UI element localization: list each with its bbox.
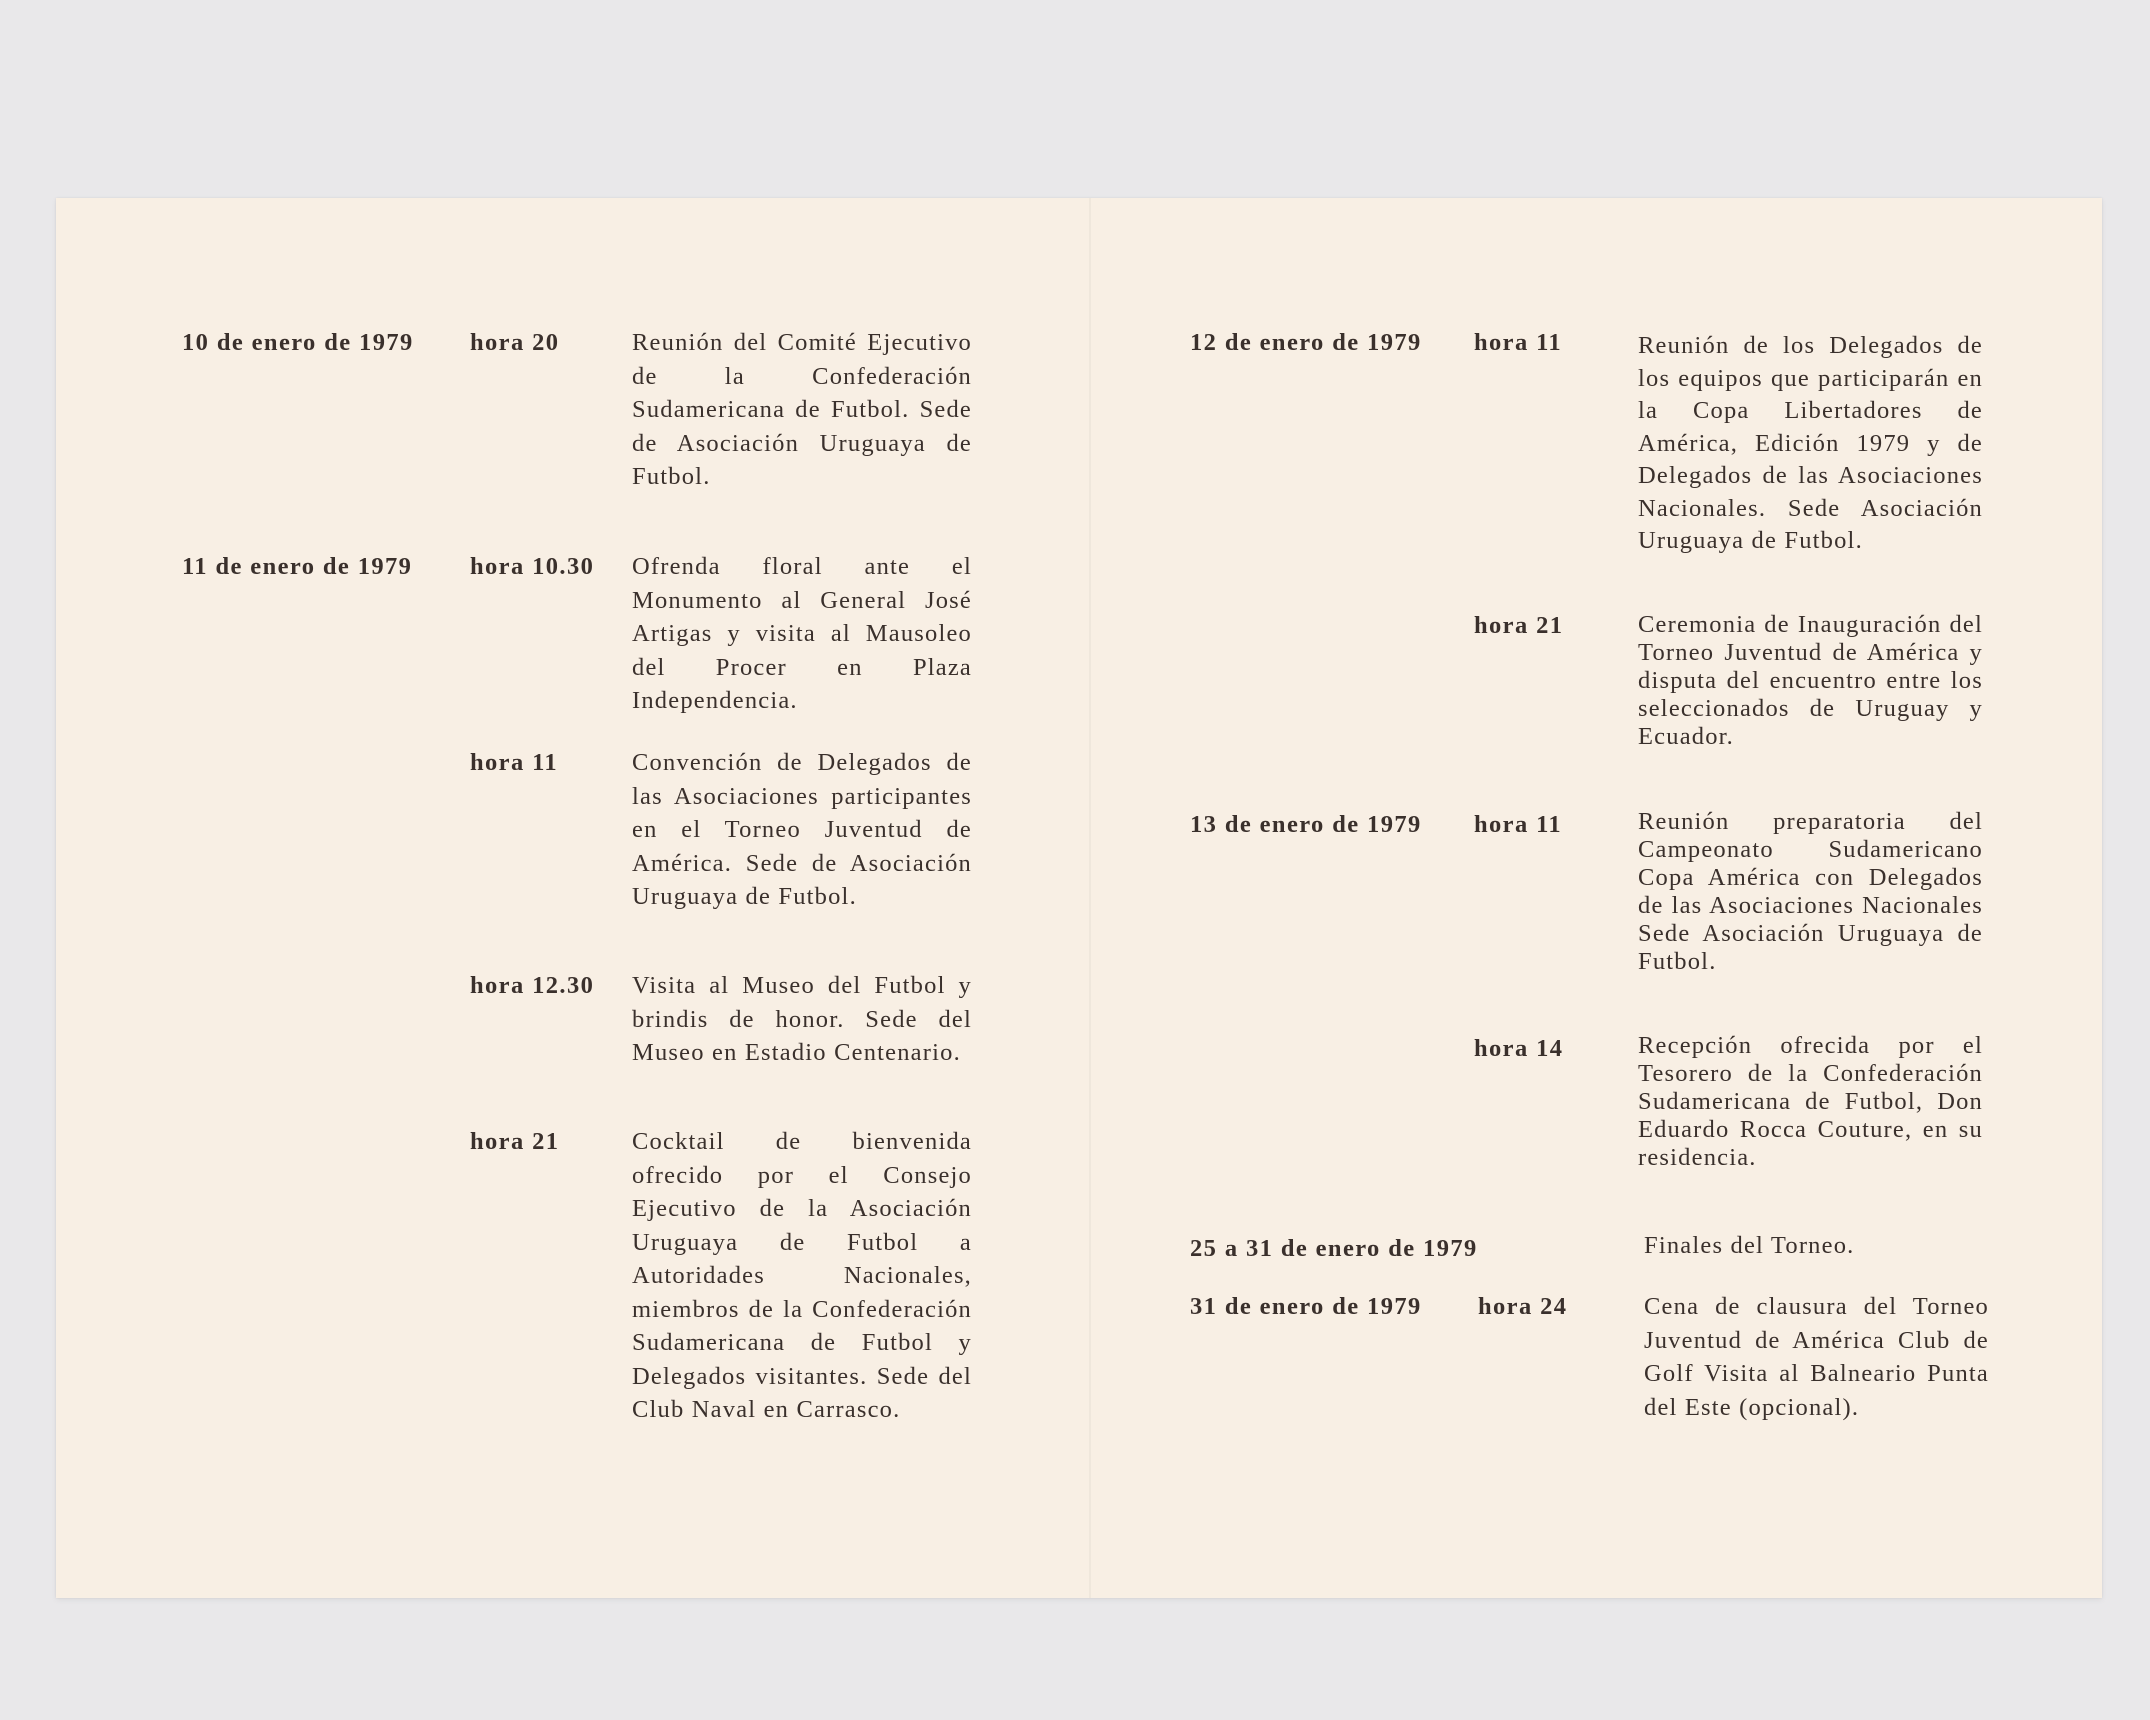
event-date: 12 de enero de 1979 xyxy=(1190,329,1422,356)
event-time: hora 20 xyxy=(470,329,560,356)
event-description: Reunión de los Delegados de los equipos que participarán en la Copa Libertadores de América, Edición 1979 y de Delegados de las Asociaciones Nacionales. Sede Asociación Uruguaya de Futbol. xyxy=(1638,332,1983,554)
center-fold xyxy=(1089,198,1091,1598)
event-time: hora 12.30 xyxy=(470,972,595,999)
event-date: 10 de enero de 1979 xyxy=(182,329,414,356)
event-date: 25 a 31 de enero de 1979 xyxy=(1190,1235,1478,1262)
event-date: 11 de enero de 1979 xyxy=(182,553,413,580)
event-description: Finales del Torneo. xyxy=(1644,1232,1855,1259)
event-description: Ofrenda floral ante el Monumento al General José Artigas y visita al Mausoleo del Procer en Plaza Independencia. xyxy=(632,553,972,714)
event-description: Convención de Delegados de las Asociaciones participantes en el Torneo Juventud de América. Sede de Asociación Uruguaya de Futbol. xyxy=(632,749,972,910)
event-description: Reunión preparatoria del Campeonato Sudamericano Copa América con Delegados de las Asociaciones Nacionales Sede Asociación Uruguaya de Futbol. xyxy=(1638,808,1983,975)
event-description: Ceremonia de Inauguración del Torneo Juventud de América y disputa del encuentro entre los seleccionados de Uruguay y Ecuador. xyxy=(1638,611,1983,750)
event-date: 31 de enero de 1979 xyxy=(1190,1293,1422,1320)
event-description: Visita al Museo del Futbol y brindis de honor. Sede del Museo en Estadio Centenario. xyxy=(632,972,972,1066)
event-description: Recepción ofrecida por el Tesorero de la Confederación Sudamericana de Futbol, Don Eduardo Rocca Couture, en su residencia. xyxy=(1638,1032,1983,1171)
event-time: hora 21 xyxy=(1474,612,1564,639)
program-sheet xyxy=(56,198,2102,1598)
event-time: hora 11 xyxy=(1474,329,1563,356)
event-time: hora 11 xyxy=(470,749,559,776)
event-time: hora 10.30 xyxy=(470,553,595,580)
event-date: 13 de enero de 1979 xyxy=(1190,811,1422,838)
event-time: hora 24 xyxy=(1478,1293,1568,1320)
event-description: Cocktail de bienvenida ofrecido por el Consejo Ejecutivo de la Asociación Uruguaya de Futbol a Autoridades Nacionales, miembros de la Confederación Sudamericana de Futbol y Delegados visitantes. Sede del Club Naval en Carrasco. xyxy=(632,1128,972,1423)
event-description: Cena de clausura del Torneo Juventud de América Club de Golf Visita al Balneario Punta del Este (opcional). xyxy=(1644,1293,1989,1421)
event-time: hora 11 xyxy=(1474,811,1563,838)
event-time: hora 21 xyxy=(470,1128,560,1155)
event-time: hora 14 xyxy=(1474,1035,1564,1062)
event-description: Reunión del Comité Ejecutivo de la Confederación Sudamericana de Futbol. Sede de Asociación Uruguaya de Futbol. xyxy=(632,329,972,490)
